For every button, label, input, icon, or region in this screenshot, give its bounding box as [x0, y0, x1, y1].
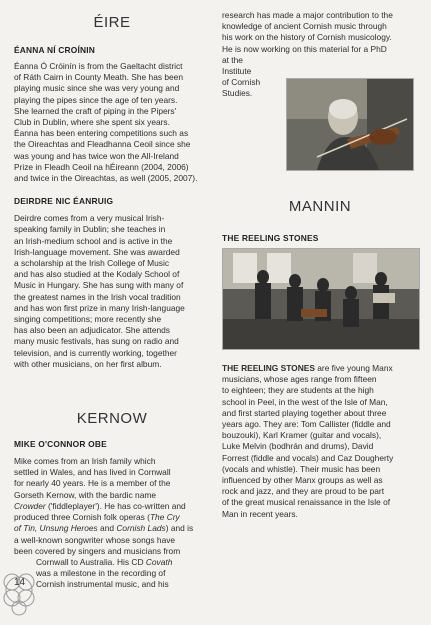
fiddler-photo-icon: [287, 79, 413, 170]
bio-line: speaking family in Dublin; she teaches in: [14, 224, 166, 235]
bio-line: [14, 557, 210, 568]
bio-line: Forrest (fiddle and vocals) and Caz Dougherty: [222, 452, 394, 463]
bio-line: He is now working on this material for a PhD: [222, 43, 387, 54]
bio-line: school in Peel, in the west of the Isle of Man,: [222, 396, 388, 407]
bio-line: Music in Hungary. She has sung with many of: [14, 280, 184, 291]
bio-line: [14, 501, 210, 512]
bio-line: Éanna has been entering competitions such as: [14, 128, 189, 139]
bio-line: [222, 363, 418, 374]
lead-rest: are five young Manx: [314, 363, 393, 373]
cd-intro: Cornwall to Australia. His CD: [36, 556, 146, 567]
photo-reeling-stones: [222, 248, 420, 350]
bio-line: and has also studied at the Kodaly School of: [14, 269, 180, 280]
bio-line: She learned the craft of piping in the Pipers': [14, 105, 177, 116]
cd-title: Covath: [145, 556, 173, 567]
bio-line: rock and jazz, and they are proud to be part: [222, 486, 385, 497]
opera-title: Cornish Lads: [116, 523, 166, 534]
bio-line: singing competitions; more recently she: [14, 314, 162, 325]
section-title-kernow: KERNOW: [76, 410, 148, 428]
bio-line: to eighteen; they are students at the high: [222, 385, 374, 396]
bio-line: of Cornish: [222, 77, 261, 88]
page-number-ornament: [0, 568, 44, 620]
bio-line: television, and is currently working, together: [14, 347, 177, 358]
bio-line: Deirdre comes from a very musical Irish-: [14, 213, 165, 224]
bio-line: for nearly 40 years. He is a member of the: [14, 478, 171, 489]
bio-reeling-stones: [222, 363, 418, 520]
bio-line: his work on the history of Cornish musicology.: [222, 32, 392, 43]
bio-line: (vocals and whistle). Their music has been: [222, 463, 381, 474]
bio-line: Studies.: [222, 88, 253, 99]
bio-line: at the: [222, 54, 243, 65]
bio-line: of the great musical renaissance in the Isle of: [222, 497, 391, 508]
opera-end: ) and is: [165, 523, 194, 534]
bio-line: musicians, whose ages range from fifteen: [222, 374, 377, 385]
bio-line: years ago. They are: Tom Callister (fiddle and: [222, 419, 391, 430]
celtic-knot-icon: [0, 568, 44, 620]
bio-deirdre: [14, 213, 210, 370]
bio-line: Institute: [222, 66, 252, 77]
bardic-gloss: ('fiddleplayer'). He has co-written and: [45, 500, 186, 511]
bio-line: been covered by singers and musicians from: [14, 545, 181, 556]
opera-title: of Tin, Unsung Heroes: [14, 523, 98, 534]
band-name-lead: THE REELING STONES: [222, 363, 315, 373]
left-column: [14, 10, 210, 591]
bio-line: research has made a major contribution to the: [222, 10, 393, 20]
bio-line: and twice in the Oireachtas, as well (2005, 2007).: [14, 173, 198, 184]
bio-line: Irish-language movement. She was awarded: [14, 246, 180, 257]
bio-line: the greatest names in the Irish vocal tradition: [14, 291, 181, 302]
bio-line: was a milestone in the recording of: [36, 568, 166, 579]
bio-line: Prize in Fleadh Ceoil na hÉireann (2004, 2006): [14, 161, 189, 172]
section-title-eire: ÉIRE: [93, 14, 131, 31]
photo-mike-oconnor-fiddle: [286, 78, 414, 171]
page-number: 14: [14, 577, 26, 588]
bio-line: was young and has twice won the All-Ireland: [14, 150, 179, 161]
bio-line: knowledge of ancient Cornish music through: [222, 21, 387, 32]
bio-line: influenced by other Manx groups as well as: [222, 475, 383, 486]
bio-line: has also been an adjudicator. She attends: [14, 325, 170, 336]
bio-line: Luke Melvin (bodhrán and drums), David: [222, 441, 374, 452]
bio-line: of Ráth Cairn in County Meath. She has been: [14, 72, 183, 83]
bio-line: many music festivals, has sung on radio and: [14, 336, 179, 347]
performer-name-deirdre: DEIRDRE NIC ÉANRUIG: [14, 196, 114, 207]
bio-line: Éanna Ó Cróinín is from the Gaeltacht district: [14, 61, 183, 71]
opera-intro: produced three Cornish folk operas (: [14, 512, 150, 523]
bio-line: Man in recent years.: [222, 508, 298, 519]
opera-title: The Cry: [149, 512, 180, 523]
bio-line: playing the pipes since the age of ten years.: [14, 94, 178, 105]
bio-line: playing music since she was very young and: [14, 83, 180, 94]
bio-line: Cornish instrumental music, and his: [36, 579, 169, 590]
bio-line: an Irish-medium school and is active in the: [14, 235, 173, 246]
bio-line: a scholarship at the Irish College of Music: [14, 258, 170, 269]
bio-line: with other musicians, on her first album.: [14, 358, 162, 369]
bio-line: [14, 523, 210, 534]
section-title-mannin: MANNIN: [288, 198, 352, 215]
performer-name-mike: MIKE O'CONNOR OBE: [14, 439, 107, 450]
bio-line: and first started playing together about three: [222, 407, 387, 418]
bio-line: Gorseth Kernow, with the bardic name: [14, 489, 156, 500]
performer-name-reeling-stones: THE REELING STONES: [222, 233, 319, 243]
bardic-name: Crowder: [14, 500, 46, 511]
band-photo-icon: [223, 249, 419, 349]
bio-eanna: [14, 61, 210, 184]
opera-conj: and: [97, 523, 117, 534]
bio-line: [14, 512, 210, 523]
bio-line: and has won first prize in many Irish-language: [14, 302, 185, 313]
bio-line: Mike comes from an Irish family which: [14, 456, 156, 467]
bio-line: Club in Dublin, where she spent six years.: [14, 117, 170, 128]
performer-name-eanna: ÉANNA NÍ CROÍNIN: [14, 45, 96, 55]
bio-line: the Oireachtas and Fleadhanna Ceoil since she: [14, 139, 191, 150]
bio-line: bouzouki), Karl Kramer (guitar and vocals),: [222, 430, 382, 441]
bio-line: a well-known songwriter whose songs have: [14, 534, 176, 545]
bio-line: settled in Wales, and has lived in Cornwall: [14, 467, 171, 478]
